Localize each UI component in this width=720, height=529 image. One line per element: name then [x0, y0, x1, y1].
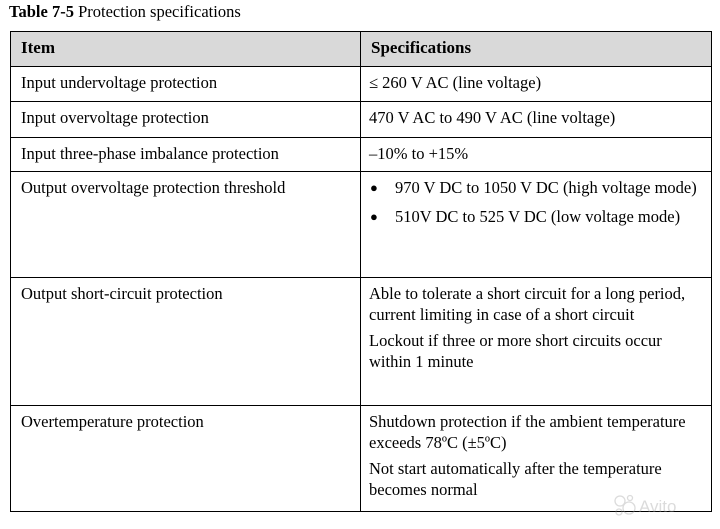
item-cell: Output overvoltage protection threshold: [11, 172, 361, 278]
table-row: [11, 67, 712, 102]
spec-cell: [361, 278, 712, 406]
spec-cell: [361, 138, 712, 172]
item-cell: Overtemperature protection: [11, 406, 361, 512]
table-row: [11, 138, 712, 172]
table-caption-label: Table 7-5: [9, 2, 74, 21]
bullet-icon: ●: [370, 180, 378, 195]
spec-cell: [361, 172, 712, 278]
spec-bullet-item: [369, 207, 705, 228]
spec-bullet-text: 970 V DC to 1050 V DC (high voltage mode): [395, 178, 697, 197]
table-row: [11, 278, 712, 406]
table-caption: [9, 2, 241, 22]
watermark-text: Avito: [639, 497, 677, 516]
spec-bullet-list: [369, 178, 705, 227]
spec-cell: [361, 102, 712, 138]
table-row: [11, 102, 712, 138]
spec-text: Shutdown protection if the ambient temperature exceeds 78ºC (±5ºC): [369, 412, 686, 452]
spec-bullet-item: [369, 178, 705, 199]
spec-text: Lockout if three or more short circuits occur within 1 minute: [369, 331, 662, 371]
column-header-specifications: Specifications: [361, 32, 712, 67]
item-cell: Input overvoltage protection: [11, 102, 361, 138]
column-header-item: Item: [11, 32, 361, 67]
item-cell: Input three-phase imbalance protection: [11, 138, 361, 172]
spec-text: –10% to +15%: [369, 144, 469, 163]
item-cell: Output short-circuit protection: [11, 278, 361, 406]
avito-watermark-logo: [612, 491, 708, 521]
spec-text: Able to tolerate a short circuit for a long period, current limiting in case of a short circuit: [369, 284, 686, 324]
table-row: [11, 172, 712, 278]
spec-cell: [361, 67, 712, 102]
table-caption-title: Protection specifications: [78, 2, 241, 21]
bullet-icon: ●: [370, 208, 378, 224]
spec-text: ≤ 260 V AC (line voltage): [369, 73, 542, 92]
protection-specifications-table: [10, 31, 712, 512]
spec-text: 470 V AC to 490 V AC (line voltage): [369, 108, 616, 127]
table-header-row: [11, 32, 712, 67]
item-cell: Input undervoltage protection: [11, 67, 361, 102]
spec-text: Not start automatically after the temperature becomes normal: [369, 459, 662, 499]
table-row: [11, 406, 712, 512]
spec-bullet-text: 510V DC to 525 V DC (low voltage mode): [395, 206, 681, 226]
